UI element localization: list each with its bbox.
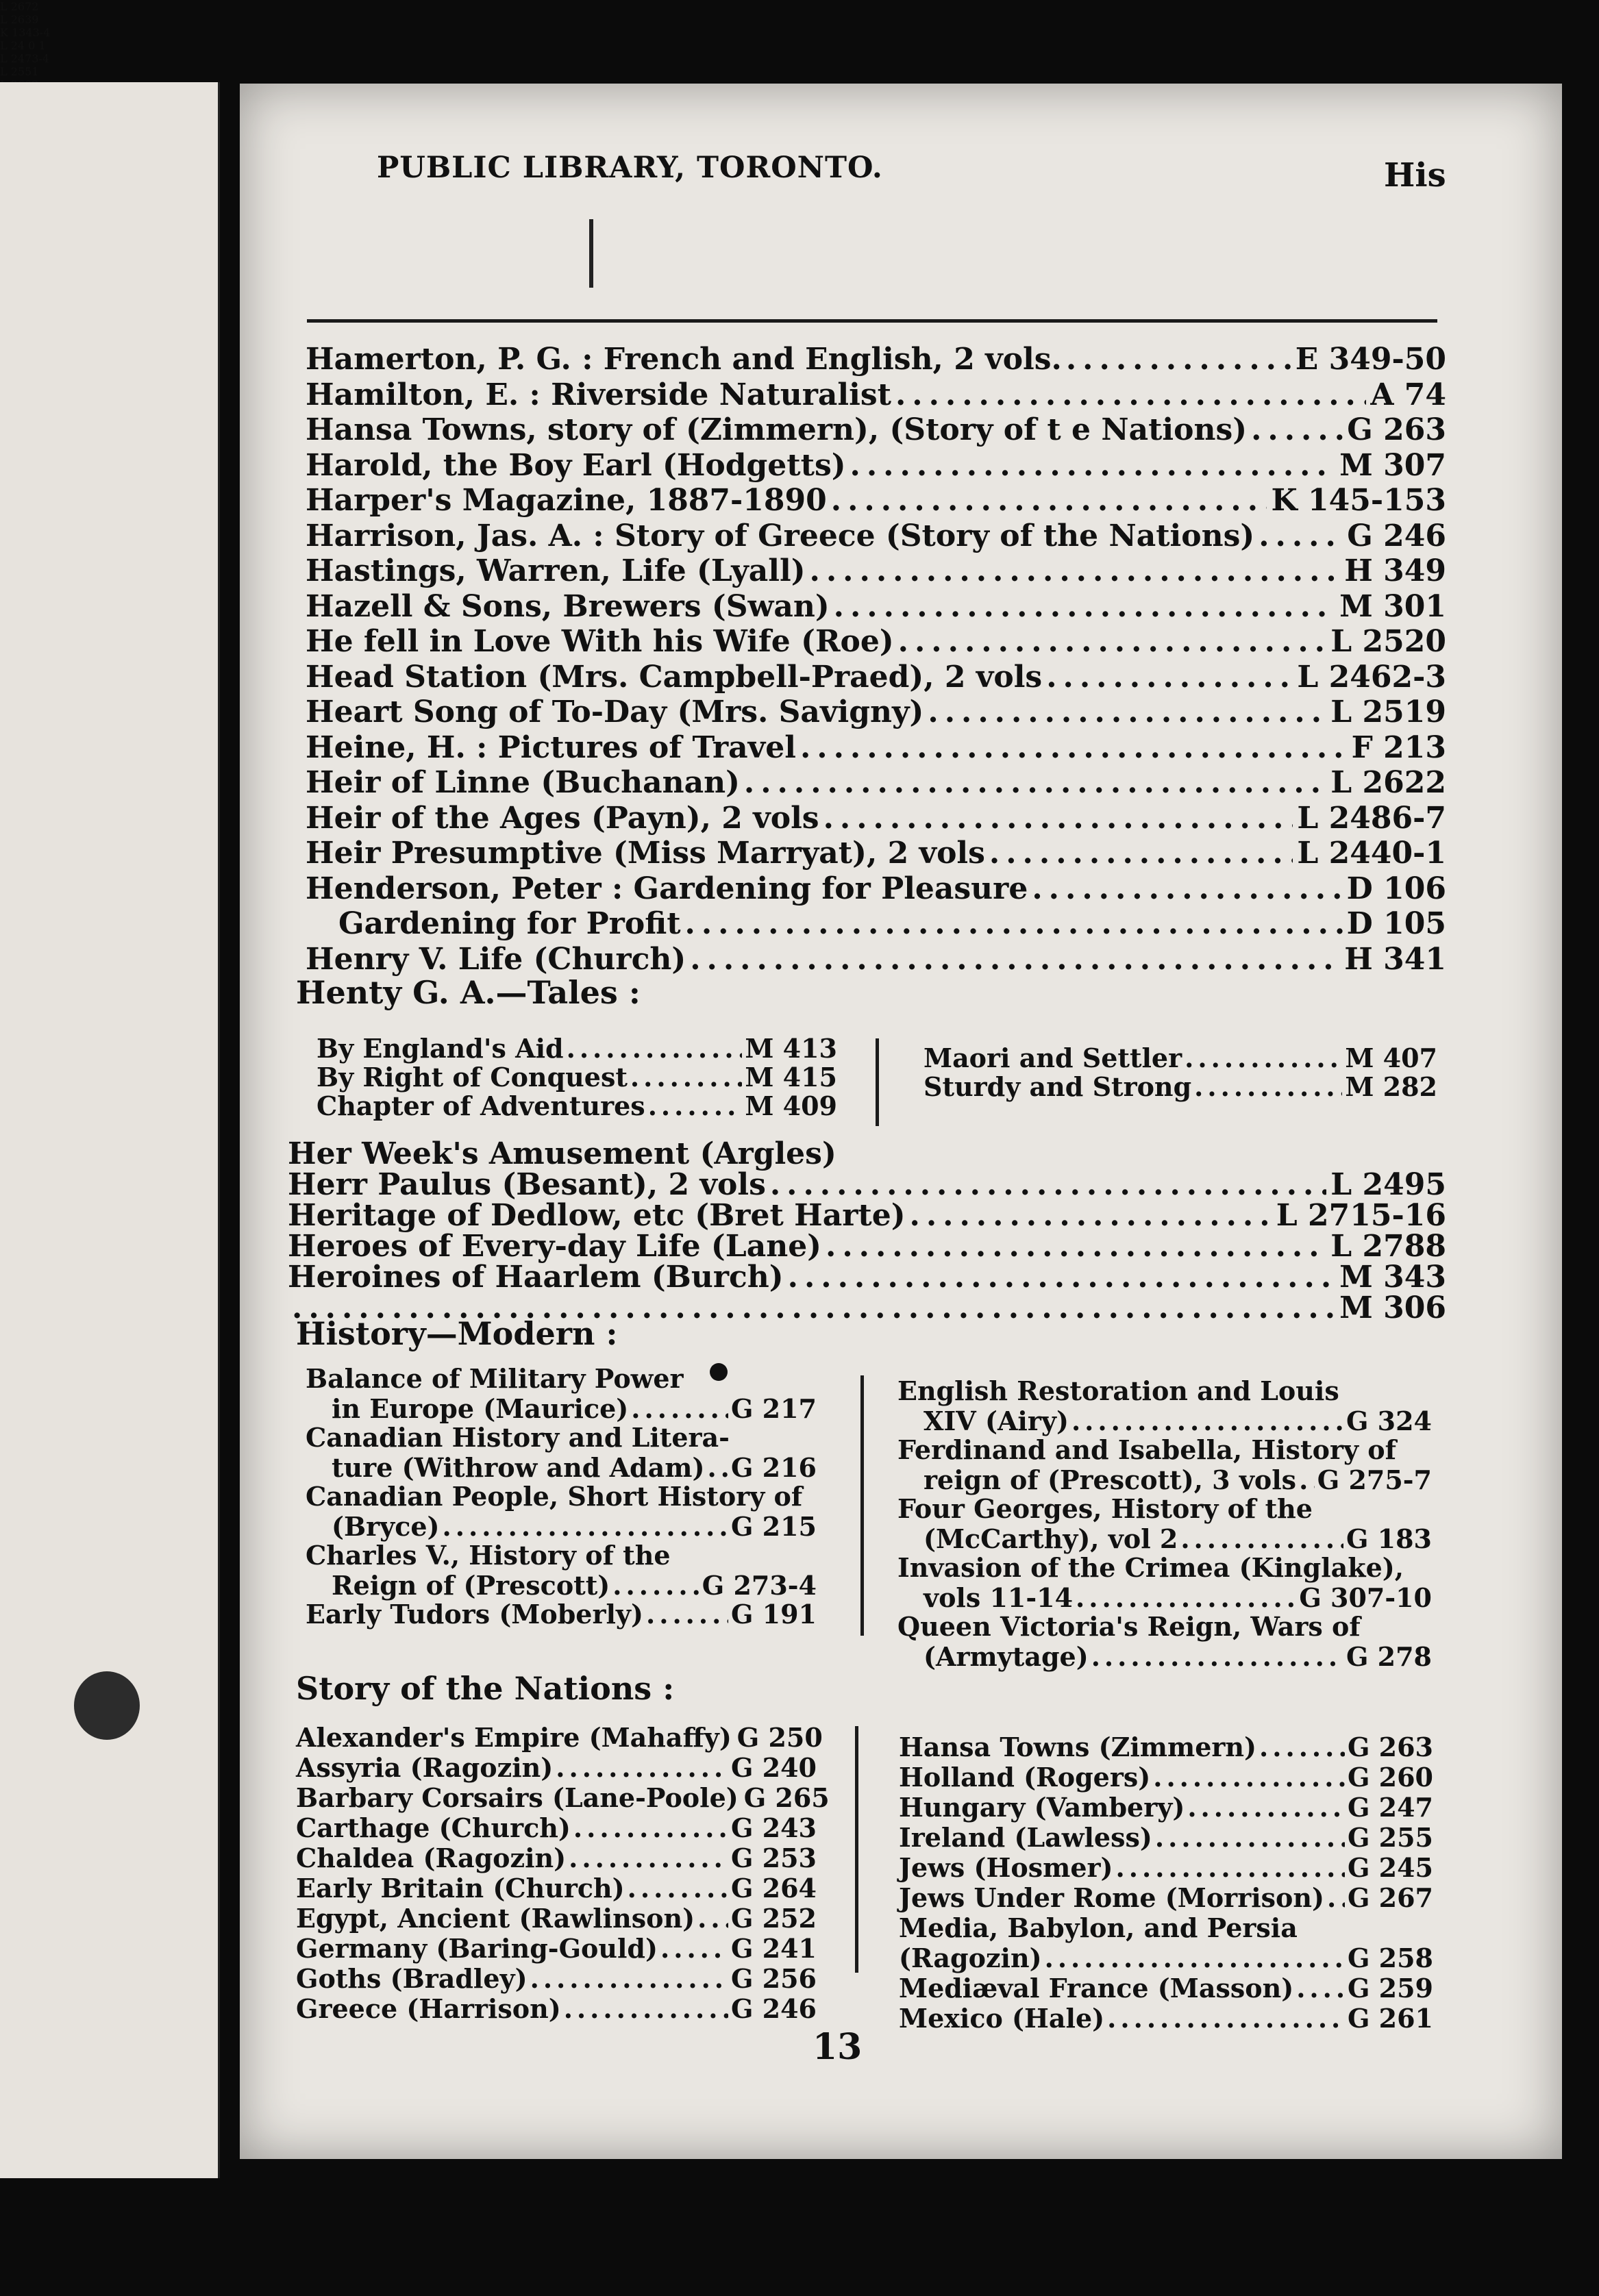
entry-title: Jews Under Rome (Morrison) (899, 1882, 1325, 1913)
shelf-code: G 265 (743, 1782, 830, 1813)
henty-divider (876, 1038, 879, 1126)
entry-title: Alexander's Empire (Mahaffy) (296, 1722, 732, 1753)
entry-title: reign of (Prescott), 3 vols (924, 1464, 1297, 1495)
shelf-code: L 2715-16 (1276, 1198, 1446, 1233)
header-rule (307, 319, 1437, 323)
shelf-code: G 260 (1347, 1762, 1433, 1793)
sub-entry (899, 2004, 1433, 2033)
entry-title: XIV (Airy) (924, 1406, 1069, 1436)
entry-title: Four Georges, History of the (897, 1493, 1313, 1524)
history-entry-line2 (332, 1453, 817, 1482)
entry-title: Henderson, Peter : Gardening for Pleasure (306, 871, 1028, 906)
entry-title: (Ragozin) (899, 1943, 1042, 1973)
history-entry-line2 (924, 1466, 1432, 1495)
index-entry (306, 872, 1446, 906)
entry-title: Canadian History and Litera- (306, 1422, 730, 1453)
index-entry (306, 342, 1446, 377)
shelf-code: L 2788 (1330, 1229, 1446, 1264)
index-entry (306, 413, 1446, 447)
entry-title: Queen Victoria's Reign, Wars of (897, 1611, 1361, 1642)
leader-dots (1185, 1044, 1342, 1073)
leader-dots (697, 1904, 728, 1933)
index-entry (306, 801, 1446, 836)
index-entry (306, 484, 1446, 518)
entry-title: Media, Babylon, and Persia (899, 1912, 1298, 1943)
sub-entry (296, 1934, 817, 1963)
entry-title: Balance of Military Power (306, 1363, 684, 1394)
shelf-code: G 253 (730, 1843, 817, 1873)
shelf-code: H 341 (1344, 941, 1446, 977)
leader-dots (1032, 872, 1342, 906)
leader-dots (895, 378, 1366, 412)
index-entry (306, 519, 1446, 553)
index-entry (306, 943, 1446, 977)
entry-title: Assyria (Ragozin) (296, 1752, 554, 1783)
leader-dots (1299, 1466, 1315, 1495)
leader-dots (690, 943, 1340, 977)
entry-title: Early Britain (Church) (296, 1873, 625, 1904)
entry-title: Herr Paulus (Besant), 2 vols (288, 1167, 766, 1202)
shelf-code: G 217 (730, 1393, 817, 1424)
shelf-code: M 343 (1339, 1260, 1446, 1295)
shelf-code: L 2520 (1330, 624, 1446, 659)
leader-dots (1327, 1884, 1345, 1912)
entry-title: (Armytage) (924, 1641, 1089, 1672)
entry-title: Hamilton, E. : Riverside Naturalist (306, 377, 891, 412)
entry-title: Egypt, Ancient (Rawlinson) (296, 1903, 695, 1934)
entry-title: By England's Aid (317, 1033, 564, 1064)
left-page-code: L 2672 (0, 0, 39, 13)
shelf-code: G 263 (1347, 412, 1446, 447)
entry-title: Mexico (Hale) (899, 2003, 1105, 2034)
index-entry (306, 766, 1446, 800)
shelf-code: M 307 (1339, 447, 1446, 483)
leader-dots (1180, 1525, 1343, 1553)
sub-entry (296, 1722, 823, 1753)
leader-dots (788, 1260, 1336, 1295)
shelf-code: G 216 (730, 1452, 817, 1483)
leader-dots (1296, 1974, 1345, 2003)
sub-entry (296, 1904, 817, 1933)
sub-entry (899, 1733, 1433, 1762)
left-page-code: L 2551 (0, 65, 39, 78)
sub-entry (899, 1793, 1433, 1822)
shelf-code: G 191 (730, 1599, 817, 1630)
history-entry-line1 (306, 1423, 817, 1452)
history-entry-line1 (306, 1600, 817, 1629)
shelf-code: G 250 (736, 1722, 823, 1753)
shelf-code: G 245 (1347, 1852, 1433, 1883)
entry-title: Carthage (Church) (296, 1812, 571, 1843)
index-entry (288, 1260, 1446, 1295)
sub-entry (296, 1874, 817, 1903)
shelf-code: H 349 (1344, 553, 1446, 588)
margin-rule (589, 219, 593, 288)
sub-entry (899, 1823, 1433, 1852)
sub-entry (296, 1995, 817, 2023)
leader-dots (1153, 1763, 1345, 1792)
leader-dots (443, 1512, 728, 1541)
leader-dots (1187, 1793, 1345, 1822)
shelf-code: K 145-153 (1271, 483, 1446, 518)
leader-dots (660, 1934, 728, 1963)
entry-title: Head Station (Mrs. Campbell-Praed), 2 vols (306, 659, 1043, 695)
shelf-code: L 2495 (1330, 1167, 1446, 1202)
leader-dots (707, 1453, 728, 1482)
entry-title: Sturdy and Strong (924, 1071, 1192, 1102)
shelf-code: G 252 (730, 1903, 817, 1934)
entry-title: Her Week's Amusement (Argles) (288, 1136, 836, 1171)
leader-dots (569, 1844, 728, 1873)
leader-dots (1259, 519, 1343, 553)
index-entry (338, 907, 1446, 941)
entry-title: Reign of (Prescott) (332, 1570, 610, 1601)
leader-dots (1076, 1584, 1296, 1612)
entry-title: Early Tudors (Moberly) (306, 1599, 643, 1630)
entry-title: Hungary (Vambery) (899, 1792, 1185, 1823)
entry-title: Canadian People, Short History of (306, 1481, 803, 1512)
nations-divider (855, 1726, 858, 1973)
leader-dots (744, 766, 1326, 800)
shelf-code: L 2486-7 (1297, 800, 1446, 836)
sub-entry (899, 1974, 1433, 2003)
leader-dots (1071, 1407, 1343, 1436)
sub-entry (924, 1073, 1437, 1101)
index-entry (288, 1230, 1446, 1264)
shelf-code: M 306 (1339, 1290, 1446, 1325)
history-entry-line2 (924, 1407, 1432, 1436)
entry-title: Heart Song of To-Day (Mrs. Savigny) (306, 695, 924, 729)
leader-dots (800, 731, 1348, 765)
sub-entry (317, 1092, 837, 1121)
shelf-code: G 307-10 (1299, 1582, 1432, 1613)
entry-title: Heroines of Haarlem (Burch) (288, 1260, 784, 1295)
entry-title: Heritage of Dedlow, etc (Bret Harte) (288, 1198, 906, 1233)
shelf-code: G 263 (1347, 1732, 1433, 1762)
sub-entry (296, 1782, 830, 1813)
entry-title: Maori and Settler (924, 1043, 1182, 1073)
left-page-code: L 2639 (0, 13, 39, 26)
page-header: PUBLIC LIBRARY, TORONTO. (377, 151, 883, 185)
shelf-code: G 256 (730, 1963, 817, 1994)
history-entry-line1 (306, 1541, 817, 1570)
shelf-code: L 2622 (1330, 765, 1446, 800)
shelf-code: E 349-50 (1295, 342, 1446, 377)
entry-title: Germany (Baring-Gould) (296, 1933, 658, 1964)
entry-title: Charles V., History of the (306, 1540, 671, 1571)
index-entry (306, 836, 1446, 871)
shelf-code: M 409 (745, 1090, 837, 1121)
shelf-code: G 246 (730, 1993, 817, 2024)
leader-dots (1091, 1643, 1343, 1671)
shelf-code: L 2440-1 (1297, 836, 1446, 871)
shelf-code: M 407 (1345, 1043, 1437, 1073)
leader-dots (564, 1995, 728, 2023)
leader-dots (898, 625, 1327, 659)
leader-dots (648, 1092, 743, 1121)
entry-title: Ferdinand and Isabella, History of (897, 1434, 1396, 1465)
shelf-code: D 105 (1346, 906, 1446, 941)
shelf-code: F 213 (1351, 729, 1446, 765)
leader-dots (1194, 1073, 1342, 1101)
leader-dots (810, 554, 1341, 588)
entry-title: Gardening for Profit (338, 906, 681, 941)
henty-heading: Henty G. A.—Tales : (296, 974, 641, 1011)
shelf-code: G 324 (1346, 1406, 1432, 1436)
sub-entry (296, 1814, 817, 1843)
entry-title: Harper's Magazine, 1887-1890 (306, 483, 827, 518)
history-entry-line1 (897, 1377, 1432, 1406)
leader-dots (834, 590, 1335, 624)
entry-title: Hastings, Warren, Life (Lyall) (306, 553, 806, 588)
sub-entry (899, 1763, 1433, 1792)
leader-dots (612, 1571, 699, 1600)
entry-title: Heir of the Ages (Payn), 2 vols (306, 800, 819, 836)
shelf-code: G 273-4 (702, 1570, 817, 1601)
index-entry (306, 554, 1446, 588)
entry-title: Jews (Hosmer) (899, 1852, 1113, 1883)
shelf-code: G 183 (1346, 1523, 1432, 1554)
sub-entry (296, 1844, 817, 1873)
sub-entry (899, 1944, 1433, 1973)
entry-title: Barbary Corsairs (Lane-Poole) (296, 1782, 739, 1813)
leader-dots (530, 1964, 728, 1993)
shelf-code: G 255 (1347, 1822, 1433, 1853)
entry-title: Harrison, Jas. A. : Story of Greece (Story of the Nations) (306, 518, 1255, 553)
ink-blot (74, 1671, 140, 1740)
left-page-code: L 24 0 1 (0, 39, 46, 52)
shelf-code: M 282 (1345, 1071, 1437, 1102)
sub-entry (296, 1964, 817, 1993)
entry-title: Heir Presumptive (Miss Marryat), 2 vols (306, 836, 985, 871)
leader-dots (770, 1168, 1326, 1202)
shelf-code: G 264 (730, 1873, 817, 1904)
leader-dots (1045, 1944, 1345, 1973)
index-entry (306, 378, 1446, 412)
sub-entry (296, 1754, 817, 1782)
entry-title: (Bryce) (332, 1511, 440, 1542)
shelf-code: L 2462-3 (1297, 659, 1446, 695)
shelf-code: G 278 (1346, 1641, 1432, 1672)
leader-dots (1251, 413, 1343, 447)
shelf-code: G 241 (730, 1933, 817, 1964)
entry-title: Hamerton, P. G. : French and English, 2 vols. (306, 342, 1062, 377)
history-entry-line2 (924, 1643, 1432, 1671)
history-entry-line2 (924, 1584, 1432, 1612)
page-number: 13 (813, 2026, 863, 2068)
history-entry-line1 (897, 1612, 1432, 1641)
entry-title: Chaldea (Ragozin) (296, 1843, 567, 1873)
entry-title: Ireland (Lawless) (899, 1822, 1152, 1853)
leader-dots (631, 1395, 728, 1423)
leader-dots (1066, 342, 1291, 377)
shelf-code: M 413 (745, 1033, 837, 1064)
leader-dots (556, 1754, 728, 1782)
nations-heading: Story of the Nations : (296, 1670, 675, 1707)
index-entry (306, 731, 1446, 765)
entry-title: Hansa Towns, story of (Zimmern), (Story of t e Nations) (306, 412, 1248, 447)
history-entry-line2 (924, 1525, 1432, 1553)
entry-title: Invasion of the Crimea (Kinglake), (897, 1552, 1404, 1583)
shelf-code: G 258 (1347, 1943, 1433, 1973)
index-entry (306, 625, 1446, 659)
left-page-fragment (0, 82, 220, 2178)
shelf-code: G 259 (1347, 1973, 1433, 2004)
entry-title: English Restoration and Louis (897, 1375, 1339, 1406)
entry-title: Hansa Towns (Zimmern) (899, 1732, 1256, 1762)
shelf-code: M 415 (745, 1062, 837, 1093)
shelf-code: G 246 (1347, 518, 1446, 553)
index-entry (306, 660, 1446, 695)
shelf-code: G 215 (730, 1511, 817, 1542)
history-entry-line1 (897, 1436, 1432, 1464)
history-divider (860, 1375, 864, 1636)
history-entry-line1 (897, 1553, 1432, 1582)
shelf-code: L 2519 (1330, 695, 1446, 729)
index-entry (306, 590, 1446, 624)
leader-dots (928, 695, 1326, 729)
shelf-code: G 247 (1347, 1792, 1433, 1823)
entry-title: By Right of Conquest (317, 1062, 628, 1093)
sub-entry (924, 1044, 1437, 1073)
leader-dots (826, 1230, 1326, 1264)
entry-title: Heir of Linne (Buchanan) (306, 765, 740, 800)
leader-dots (1107, 2004, 1345, 2033)
history-entry-line1 (897, 1495, 1432, 1523)
history-entry-line1 (306, 1364, 817, 1393)
leader-dots (567, 1034, 743, 1063)
leader-dots (630, 1063, 742, 1092)
shelf-code: D 106 (1346, 871, 1446, 906)
leader-dots (910, 1199, 1272, 1233)
entry-title: in Europe (Maurice) (332, 1393, 629, 1424)
shelf-code: G 240 (730, 1752, 817, 1783)
leader-dots (628, 1874, 728, 1903)
page-header-corner: His (1384, 156, 1446, 195)
entry-title: (McCarthy), vol 2 (924, 1523, 1178, 1554)
shelf-code: M 301 (1339, 588, 1446, 624)
entry-title: ture (Withrow and Adam) (332, 1452, 705, 1483)
leader-dots (685, 907, 1343, 941)
history-heading: History—Modern : (296, 1315, 618, 1352)
left-page-code: L 2473-4 (0, 52, 50, 65)
index-entry (288, 1137, 1446, 1171)
entry-title: Greece (Harrison) (296, 1993, 561, 2024)
history-entry-line2 (332, 1571, 817, 1600)
leader-dots (989, 836, 1293, 871)
entry-title: He fell in Love With his Wife (Roe) (306, 624, 894, 659)
leader-dots (1155, 1823, 1345, 1852)
shelf-code: G 243 (730, 1812, 817, 1843)
index-entry (288, 1168, 1446, 1202)
leader-dots (1259, 1733, 1345, 1762)
shelf-code: G 261 (1347, 2003, 1433, 2034)
entry-title: vols 11-14 (924, 1582, 1074, 1613)
index-entry (306, 695, 1446, 729)
sub-entry (899, 1884, 1433, 1912)
leader-dots (573, 1814, 728, 1843)
sub-entry (317, 1063, 837, 1092)
shelf-code: G 267 (1347, 1882, 1433, 1913)
entry-title: Holland (Rogers) (899, 1762, 1151, 1793)
leader-dots (850, 449, 1336, 483)
leader-dots (831, 484, 1267, 518)
entry-title: Goths (Bradley) (296, 1963, 528, 1994)
sub-entry (317, 1034, 837, 1063)
entry-title: Heine, H. : Pictures of Travel (306, 729, 796, 765)
leader-dots (823, 801, 1293, 836)
leader-dots (1046, 660, 1293, 695)
history-entry-line2 (332, 1395, 817, 1423)
left-page-code: K 1343-4 (0, 26, 51, 39)
entry-title: Chapter of Adventures (317, 1090, 645, 1121)
index-entry (306, 449, 1446, 483)
history-entry-line2 (332, 1512, 817, 1541)
entry-title: Heroes of Every-day Life (Lane) (288, 1229, 822, 1264)
sub-entry (899, 1854, 1433, 1882)
entry-title: Henry V. Life (Church) (306, 941, 686, 977)
leader-dots (646, 1600, 728, 1629)
shelf-code: G 275-7 (1317, 1464, 1432, 1495)
entry-title: Harold, the Boy Earl (Hodgetts) (306, 447, 846, 483)
history-entry-line1 (306, 1482, 817, 1511)
entry-title: Mediæval France (Masson) (899, 1973, 1294, 2004)
shelf-code: A 74 (1370, 377, 1446, 412)
entry-title: Hazell & Sons, Brewers (Swan) (306, 588, 830, 624)
sub-entry (899, 1914, 1433, 1943)
leader-dots (1116, 1854, 1345, 1882)
index-entry (288, 1199, 1446, 1233)
